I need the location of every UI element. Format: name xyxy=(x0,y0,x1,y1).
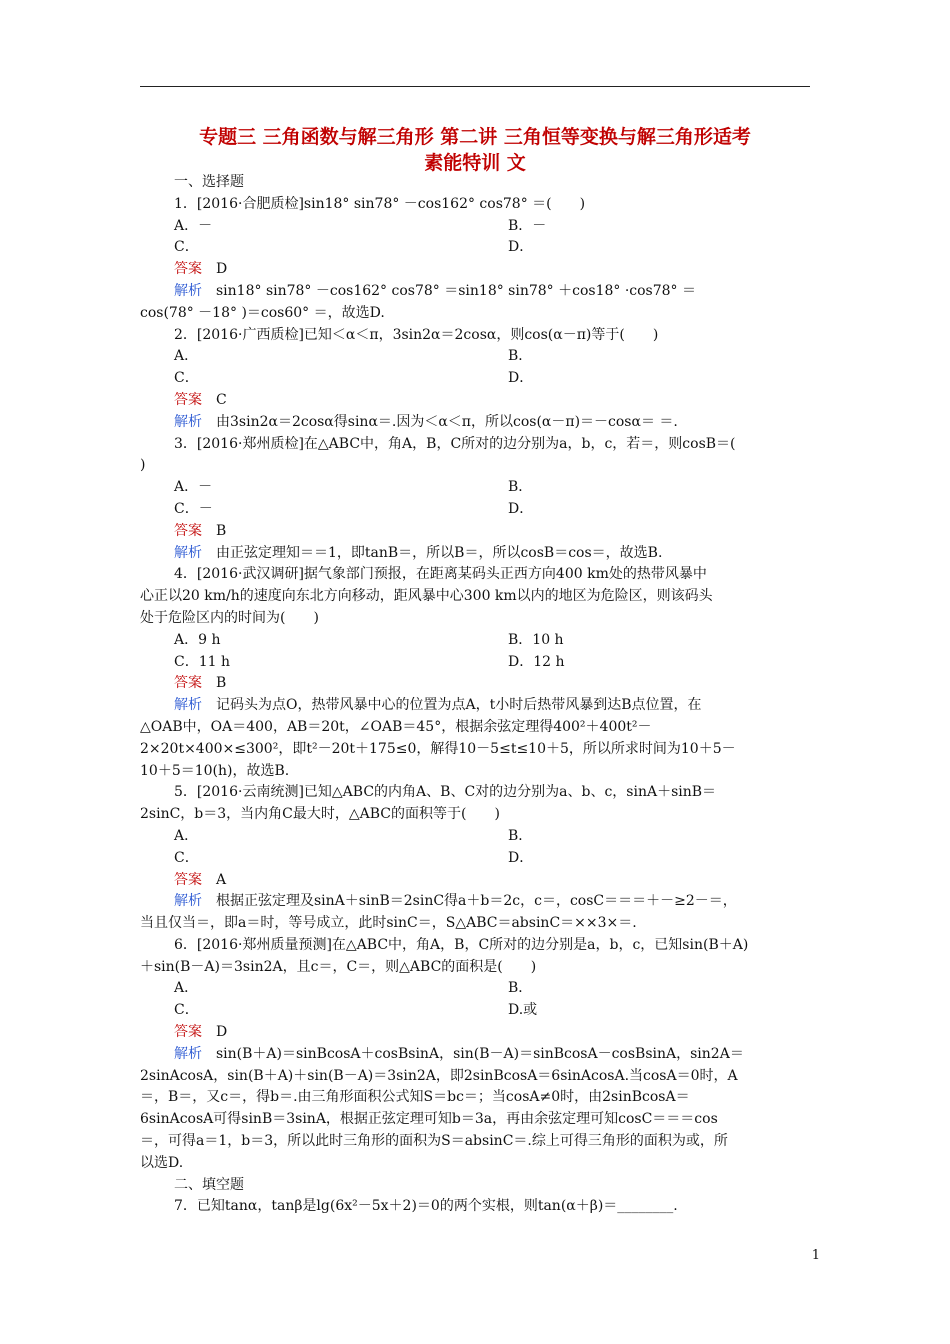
q4-option-b: B．10 h xyxy=(508,631,564,648)
q6-explanation-3: ＝，B＝，又c＝，得b＝.由三角形面积公式知S＝bc＝；当cosA≠0时，由2sinBcosA＝ xyxy=(140,1089,690,1106)
answer-label: 答案 xyxy=(174,1024,202,1041)
q4-stem-2: 心正以20 km/h的速度向东北方向移动，距风暴中心300 km以内的地区为危险区，则该码头 xyxy=(140,588,713,605)
q6-option-c: C． xyxy=(174,1002,199,1019)
analysis-label: 解析 xyxy=(174,413,202,430)
q1-option-b: B．－ xyxy=(508,217,547,234)
q1-options-ab xyxy=(140,216,810,238)
q2-stem: 2．[2016·广西质检]已知＜α＜π，3sin2α＝2cosα，则cos(α－π)等于( ) xyxy=(174,326,659,343)
q6-explanation-6: 以选D. xyxy=(140,1154,184,1171)
q4-explanation-1 xyxy=(140,695,810,717)
q4-stem-3: 处于危险区内的时间为( ) xyxy=(140,609,319,626)
q6-stem-2: ＋sin(B－A)＝3sin2A，且c＝，C＝，则△ABC的面积是( ) xyxy=(140,958,537,975)
q6-option-d: D.或 xyxy=(508,1002,538,1019)
q2-answer-value: C xyxy=(216,391,227,408)
q1-explanation-1 xyxy=(140,281,810,303)
answer-label: 答案 xyxy=(174,391,202,408)
q5-option-a: A． xyxy=(174,827,199,844)
q3-option-d: D． xyxy=(508,500,534,517)
q6-answer-value: D xyxy=(216,1024,228,1041)
answer-label: 答案 xyxy=(174,675,202,692)
q1-options-cd xyxy=(140,237,810,259)
q2-explanation-1 xyxy=(140,412,810,434)
q3-stem-2: ) xyxy=(140,457,146,474)
q6-explanation-4: 6sinAcosA可得sinB＝3sinA，根据正弦定理可知b＝3a，再由余弦定理可知cosC＝＝＝cos xyxy=(140,1111,718,1128)
q5-option-b: B． xyxy=(508,827,533,844)
q4-answer xyxy=(140,673,810,695)
q6-explanation-1 xyxy=(140,1044,810,1066)
section-heading-fill: 二、填空题 xyxy=(174,1176,244,1193)
q4-option-a: A．9 h xyxy=(174,631,221,648)
q2-option-b: B． xyxy=(508,348,533,365)
q4-explanation-2: △OAB中，OA＝400，AB＝20t，∠OAB＝45°，根据余弦定理得400²＋400t²－ xyxy=(140,718,652,735)
q5-options-cd xyxy=(140,848,810,870)
q5-option-d: D． xyxy=(508,849,534,866)
q5-stem-2: 2sinC，b＝3，当内角C最大时，△ABC的面积等于( ) xyxy=(140,806,500,823)
q4-explanation-3: 2×20t×400×≤300²，即t²－20t＋175≤0，解得10－5≤t≤10＋5，所以所求时间为10＋5－ xyxy=(140,740,736,757)
q3-option-a: A．－ xyxy=(174,479,213,496)
q5-stem-1: 5．[2016·云南统测]已知△ABC的内角A、B、C对的边分别为a、b、c，sinA＋sinB＝ xyxy=(174,784,717,801)
q4-options-ab xyxy=(140,630,810,652)
q2-answer xyxy=(140,390,810,412)
q6-options-cd xyxy=(140,1000,810,1022)
q4-options-cd xyxy=(140,652,810,674)
q6-option-a: A． xyxy=(174,980,199,997)
analysis-label: 解析 xyxy=(174,282,202,299)
q6-stem-1: 6．[2016·郑州质量预测]在△ABC中，角A，B，C所对的边分别是a，b，c，已知sin(B＋A) xyxy=(174,936,749,953)
q5-explanation-text: 根据正弦定理及sinA＋sinB＝2sinC得a＋b＝2c，c＝，cosC＝＝＝＋－≥2－＝， xyxy=(216,893,737,910)
q3-answer xyxy=(140,521,810,543)
q6-answer xyxy=(140,1022,810,1044)
q2-option-a: A． xyxy=(174,348,199,365)
q7-stem: 7．已知tanα，tanβ是lg(6x²－5x＋2)＝0的两个实根，则tan(α＋β)＝________. xyxy=(174,1198,678,1215)
q4-answer-value: B xyxy=(216,675,227,692)
q4-option-c: C．11 h xyxy=(174,653,230,670)
q1-answer xyxy=(140,259,810,281)
q6-option-b: B． xyxy=(508,980,533,997)
q3-options-cd xyxy=(140,499,810,521)
q3-answer-value: B xyxy=(216,522,227,539)
q1-option-d: D． xyxy=(508,239,534,256)
q6-explanation-5: ＝，可得a＝1，b＝3，所以此时三角形的面积为S＝absinC＝.综上可得三角形的面积为或，所 xyxy=(140,1133,728,1150)
section-heading-choice: 一、选择题 xyxy=(174,174,244,190)
q5-option-c: C． xyxy=(174,849,199,866)
q5-answer-value: A xyxy=(216,871,227,888)
document-body xyxy=(140,172,810,1218)
q1-option-c: C． xyxy=(174,239,199,256)
title-line-2: 素能特训 文 xyxy=(424,152,526,174)
q3-options-ab xyxy=(140,477,810,499)
q5-options-ab xyxy=(140,826,810,848)
q4-option-d: D．12 h xyxy=(508,653,565,670)
q1-option-a: A．－ xyxy=(174,217,213,234)
q6-explanation-2: 2sinAcosA，sin(B＋A)＋sin(B－A)＝3sin2A，即2sinBcosA＝6sinAcosA.当cosA＝0时，A xyxy=(140,1067,738,1084)
q3-stem-1: 3．[2016·郑州质检]在△ABC中，角A，B，C所对的边分别为a，b，c，若＝，则cosB＝( xyxy=(174,435,736,452)
q4-explanation-4: 10＋5＝10(h)，故选B. xyxy=(140,762,290,779)
q1-explanation-2: cos(78° －18° )＝cos60° ＝，故选D. xyxy=(140,304,385,321)
answer-label: 答案 xyxy=(174,522,202,539)
q1-answer-value: D xyxy=(216,261,228,278)
q5-explanation-1 xyxy=(140,891,810,913)
q3-explanation-1 xyxy=(140,543,810,565)
q3-explanation-text: 由正弦定理知＝＝1，即tanB＝，所以B＝，所以cosB＝cos＝，故选B. xyxy=(216,544,663,561)
analysis-label: 解析 xyxy=(174,893,202,910)
q5-answer xyxy=(140,870,810,892)
page-number: 1 xyxy=(811,1248,820,1263)
q2-explanation-text: 由3sin2α＝2cosα得sinα＝.因为＜α＜π，所以cos(α－π)＝－cosα＝ ＝. xyxy=(216,413,678,430)
q2-options-cd xyxy=(140,368,810,390)
header-rule xyxy=(140,86,810,87)
q6-options-ab xyxy=(140,978,810,1000)
analysis-label: 解析 xyxy=(174,697,202,714)
q2-option-d: D． xyxy=(508,370,534,387)
q2-option-c: C． xyxy=(174,370,199,387)
q1-stem: 1．[2016·合肥质检]sin18° sin78° －cos162° cos78° ＝( ) xyxy=(174,195,586,212)
q3-option-c: C．－ xyxy=(174,500,213,517)
q5-explanation-2: 当且仅当＝，即a＝时，等号成立，此时sinC＝，S△ABC＝absinC＝××3×＝. xyxy=(140,915,637,932)
q4-stem-1: 4．[2016·武汉调研]据气象部门预报，在距离某码头正西方向400 km处的热带风暴中 xyxy=(174,566,707,583)
q4-explanation-text: 记码头为点O，热带风暴中心的位置为点A，t小时后热带风暴到达B点位置，在 xyxy=(216,697,702,714)
page-title xyxy=(140,124,810,176)
analysis-label: 解析 xyxy=(174,544,202,561)
q3-option-b: B． xyxy=(508,479,533,496)
q1-explanation-text: sin18° sin78° －cos162° cos78° ＝sin18° sin78° ＋cos18° ·cos78° ＝ xyxy=(216,282,697,299)
q6-explanation-text: sin(B＋A)＝sinBcosA＋cosBsinA，sin(B－A)＝sinBcosA－cosBsinA，sin2A＝ xyxy=(216,1045,744,1062)
analysis-label: 解析 xyxy=(174,1045,202,1062)
answer-label: 答案 xyxy=(174,871,202,888)
q2-options-ab xyxy=(140,346,810,368)
answer-label: 答案 xyxy=(174,261,202,278)
title-line-1: 专题三 三角函数与解三角形 第二讲 三角恒等变换与解三角形适考 xyxy=(199,126,751,148)
